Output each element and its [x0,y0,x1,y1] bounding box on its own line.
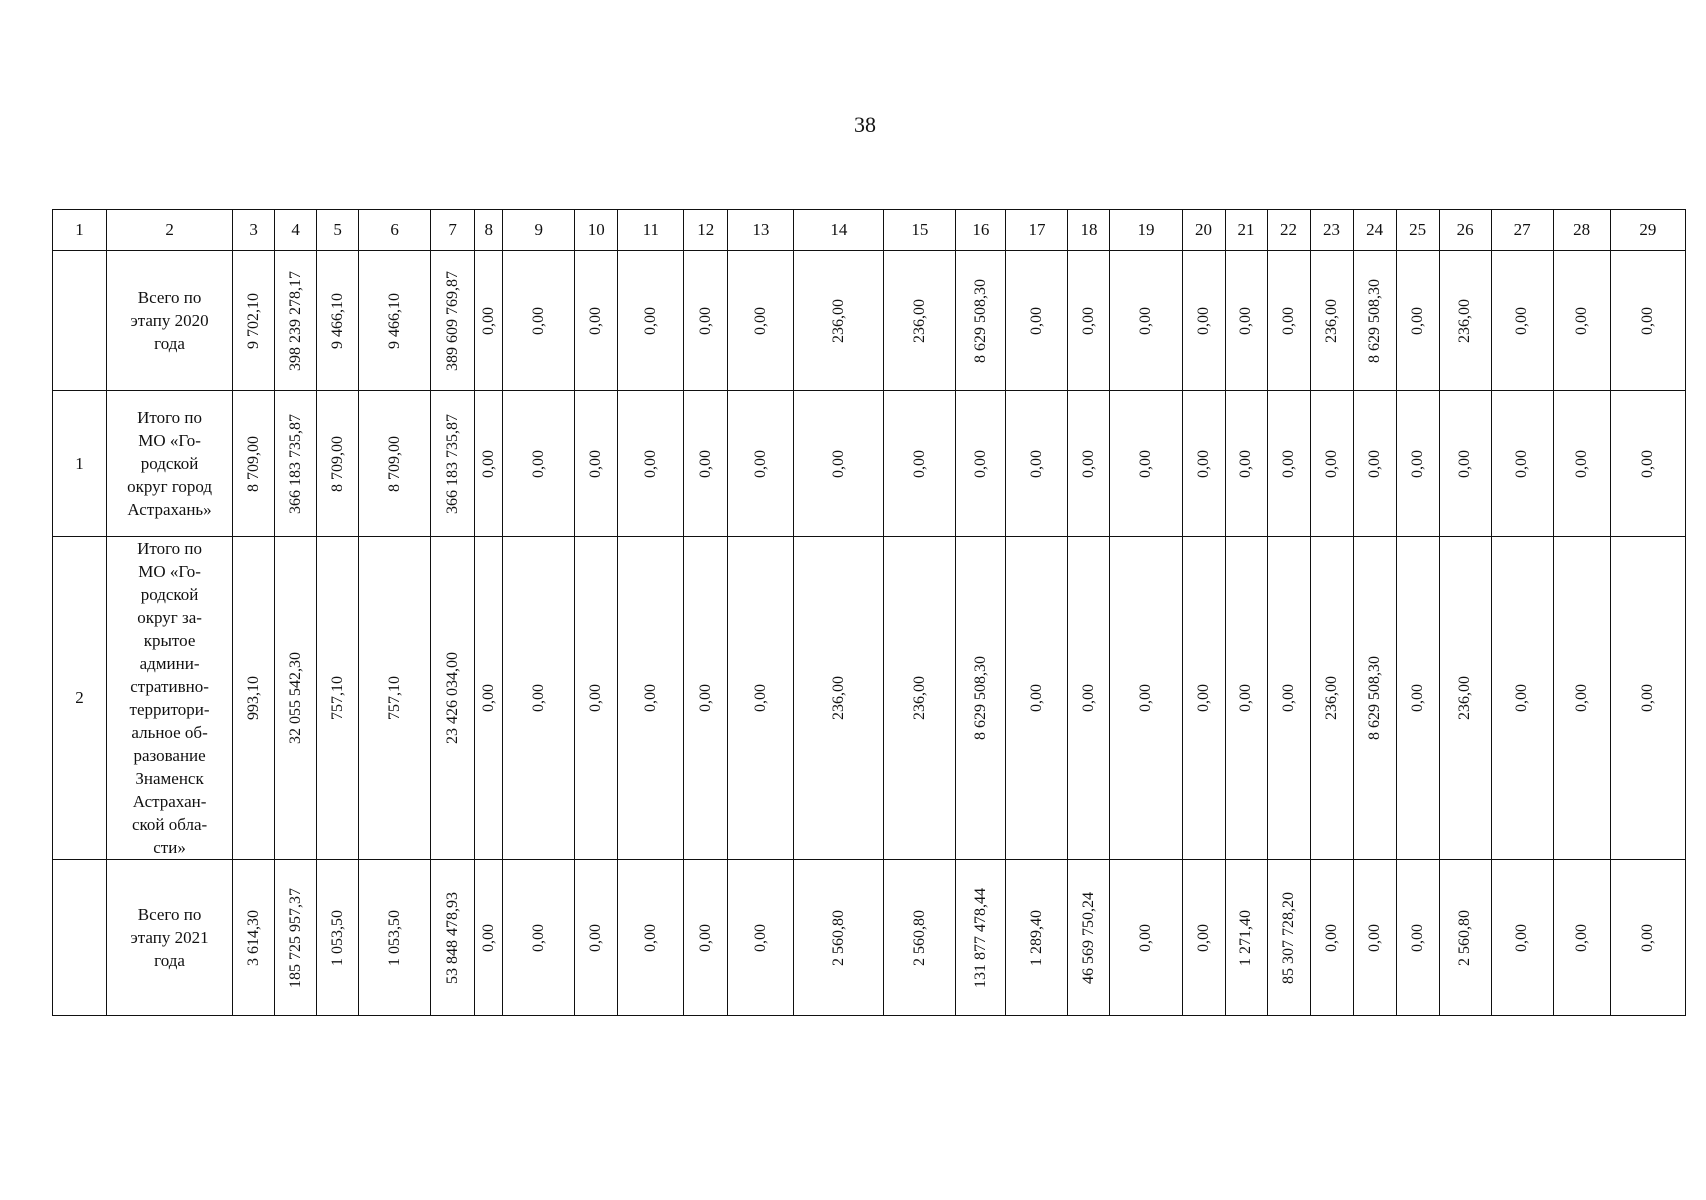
value-text: 0,00 [529,684,547,712]
value-text: 0,00 [1638,923,1656,952]
value-text: 236,00 [910,298,928,343]
value-cell [884,860,956,1016]
value-text: 0,00 [1408,306,1426,335]
row-number: 2 [53,537,107,860]
value-cell [233,391,275,537]
value-text: 0,00 [1572,684,1590,712]
value-text: 0,00 [1572,306,1590,335]
value-cell [503,860,575,1016]
value-text: 0,00 [641,923,659,952]
value-cell [317,251,359,391]
value-text: 389 609 769,87 [443,270,461,371]
column-header-21: 21 [1225,210,1267,251]
value-text: 0,00 [479,684,497,712]
value-text: 2 560,80 [829,909,847,966]
value-cell [728,251,794,391]
value-text: 0,00 [1322,449,1340,478]
value-cell [1110,860,1182,1016]
value-text: 0,00 [1136,306,1154,335]
value-cell [317,860,359,1016]
value-cell [503,537,575,860]
value-cell [431,860,475,1016]
value-cell [1068,860,1110,1016]
value-text: 0,00 [1027,306,1045,335]
value-text: 0,00 [1408,923,1426,952]
value-cell [1439,251,1491,391]
table-row [53,251,1686,391]
value-cell [1553,860,1610,1016]
value-cell [575,537,618,860]
value-text: 0,00 [751,449,769,478]
column-header-17: 17 [1006,210,1068,251]
value-text: 8 709,00 [385,435,403,492]
value-cell [575,251,618,391]
value-text: 0,00 [1572,449,1590,478]
value-text: 0,00 [1079,449,1097,478]
value-text: 1 289,40 [1027,909,1045,966]
value-cell [794,391,884,537]
value-cell [359,251,431,391]
value-cell [575,391,618,537]
page-number: 38 [854,112,876,137]
column-header-15: 15 [884,210,956,251]
value-cell [1267,537,1310,860]
value-cell [1006,860,1068,1016]
value-text: 0,00 [1638,306,1656,335]
value-cell [359,860,431,1016]
value-cell [1068,251,1110,391]
value-cell [1225,391,1267,537]
value-text: 0,00 [1279,449,1297,478]
value-text: 1 053,50 [328,909,346,966]
value-text: 0,00 [751,306,769,335]
value-cell [1396,537,1439,860]
value-text: 0,00 [1237,684,1255,712]
value-cell [1491,537,1553,860]
value-text: 0,00 [1194,923,1212,952]
value-cell [1267,391,1310,537]
column-header-27: 27 [1491,210,1553,251]
value-text: 8 629 508,30 [971,278,989,363]
value-text: 0,00 [587,306,605,335]
value-text: 0,00 [910,449,928,478]
value-cell [1491,391,1553,537]
value-text: 0,00 [479,449,497,478]
value-text: 757,10 [385,676,403,720]
value-text: 0,00 [696,923,714,952]
value-cell [1491,860,1553,1016]
value-text: 85 307 728,20 [1279,891,1297,984]
value-text: 0,00 [1136,684,1154,712]
value-text: 0,00 [1513,684,1531,712]
value-text: 757,10 [328,676,346,720]
value-cell [1182,537,1225,860]
value-cell [1610,391,1685,537]
value-cell [275,391,317,537]
value-cell [475,391,503,537]
value-text: 366 183 735,87 [286,413,304,514]
value-cell [359,537,431,860]
value-cell [1396,251,1439,391]
table-row [53,391,1686,537]
value-text: 0,00 [1456,449,1474,478]
column-header-29: 29 [1610,210,1685,251]
value-text: 1 271,40 [1237,909,1255,966]
value-cell [1610,251,1685,391]
value-cell [1491,251,1553,391]
value-text: 0,00 [1194,684,1212,712]
value-text: 236,00 [910,676,928,720]
column-header-20: 20 [1182,210,1225,251]
value-cell [618,537,684,860]
value-text: 0,00 [1079,306,1097,335]
value-text: 3 614,30 [244,909,262,966]
table-row [53,860,1686,1016]
value-cell [884,537,956,860]
value-text: 0,00 [1408,449,1426,478]
value-cell [684,860,728,1016]
value-cell [1353,391,1396,537]
value-cell [359,391,431,537]
column-header-4: 4 [275,210,317,251]
value-text: 0,00 [587,684,605,712]
value-cell [317,391,359,537]
value-text: 46 569 750,24 [1079,891,1097,984]
row-name: Итого по МО «Го- родской округ город Астрахань» [107,391,233,537]
column-header-18: 18 [1068,210,1110,251]
value-text: 0,00 [529,923,547,952]
value-cell [1396,391,1439,537]
value-text: 131 877 478,44 [971,887,989,988]
column-header-12: 12 [684,210,728,251]
value-text: 8 629 508,30 [971,656,989,740]
value-text: 0,00 [587,449,605,478]
row-name: Всего по этапу 2021 года [107,860,233,1016]
value-text: 0,00 [751,923,769,952]
value-cell [1006,251,1068,391]
value-cell [1225,537,1267,860]
value-text: 23 426 034,00 [443,652,461,744]
value-text: 9 702,10 [244,292,262,349]
value-text: 366 183 735,87 [443,413,461,514]
value-cell [1310,251,1353,391]
value-cell [1553,391,1610,537]
column-header-25: 25 [1396,210,1439,251]
value-text: 0,00 [529,306,547,335]
value-text: 0,00 [1408,684,1426,712]
value-cell [1110,537,1182,860]
value-text: 53 848 478,93 [443,891,461,984]
value-text: 0,00 [1365,449,1383,478]
column-header-23: 23 [1310,210,1353,251]
value-cell [956,391,1006,537]
value-text: 0,00 [1638,684,1656,712]
value-cell [1225,860,1267,1016]
value-cell [884,251,956,391]
value-text: 0,00 [641,684,659,712]
value-cell [1182,860,1225,1016]
column-header-6: 6 [359,210,431,251]
data-table [52,209,1686,1016]
value-cell [618,251,684,391]
value-cell [794,251,884,391]
column-header-26: 26 [1439,210,1491,251]
table-row [53,537,1686,860]
value-text: 8 629 508,30 [1365,656,1383,740]
value-cell [1610,537,1685,860]
value-cell [1353,251,1396,391]
row-number [53,860,107,1016]
value-text: 2 560,80 [1456,909,1474,966]
row-number: 1 [53,391,107,537]
value-text: 8 709,00 [328,435,346,492]
value-text: 0,00 [1079,684,1097,712]
value-text: 0,00 [641,306,659,335]
value-text: 0,00 [1194,449,1212,478]
column-header-16: 16 [956,210,1006,251]
column-header-7: 7 [431,210,475,251]
column-header-22: 22 [1267,210,1310,251]
column-header-3: 3 [233,210,275,251]
value-cell [1353,860,1396,1016]
value-cell [1068,537,1110,860]
value-text: 236,00 [1456,676,1474,720]
column-header-19: 19 [1110,210,1182,251]
value-text: 0,00 [696,306,714,335]
value-text: 0,00 [696,684,714,712]
value-cell [728,860,794,1016]
value-cell [475,860,503,1016]
value-text: 0,00 [1279,684,1297,712]
value-text: 8 709,00 [244,435,262,492]
value-text: 8 629 508,30 [1365,278,1383,363]
value-cell [1110,251,1182,391]
row-number [53,251,107,391]
value-text: 1 053,50 [385,909,403,966]
value-text: 0,00 [1279,306,1297,335]
row-name: Итого по МО «Го- родской округ за- крытое админи- стративно- территори- альное об- разование Знаменск Астрахан- ской обла- сти» [107,537,233,860]
value-cell [317,537,359,860]
column-header-24: 24 [1353,210,1396,251]
value-text: 236,00 [1322,676,1340,720]
column-header-2: 2 [107,210,233,251]
value-cell [233,537,275,860]
value-cell [1610,860,1685,1016]
value-cell [728,537,794,860]
value-cell [1225,251,1267,391]
value-cell [1310,860,1353,1016]
value-cell [233,860,275,1016]
value-text: 0,00 [1194,306,1212,335]
row-name: Всего по этапу 2020 года [107,251,233,391]
value-text: 0,00 [1638,449,1656,478]
value-text: 0,00 [829,449,847,478]
value-cell [1310,537,1353,860]
value-cell [1068,391,1110,537]
value-cell [503,391,575,537]
value-text: 0,00 [529,449,547,478]
column-header-8: 8 [475,210,503,251]
value-text: 236,00 [829,676,847,720]
value-cell [1553,537,1610,860]
value-cell [794,537,884,860]
value-text: 0,00 [751,684,769,712]
value-cell [618,391,684,537]
value-cell [956,537,1006,860]
value-text: 236,00 [1322,298,1340,343]
value-text: 0,00 [1513,306,1531,335]
value-text: 0,00 [1136,449,1154,478]
value-cell [1439,537,1491,860]
column-header-14: 14 [794,210,884,251]
value-text: 398 239 278,17 [286,270,304,371]
column-header-5: 5 [317,210,359,251]
value-cell [431,251,475,391]
value-cell [503,251,575,391]
value-cell [1396,860,1439,1016]
value-cell [575,860,618,1016]
value-text: 0,00 [1513,923,1531,952]
value-cell [884,391,956,537]
column-header-28: 28 [1553,210,1610,251]
value-cell [1310,391,1353,537]
value-text: 236,00 [1456,298,1474,343]
value-text: 0,00 [971,449,989,478]
value-cell [475,251,503,391]
value-text: 0,00 [1365,923,1383,952]
value-cell [275,251,317,391]
value-text: 32 055 542,30 [286,652,304,744]
value-cell [956,860,1006,1016]
value-text: 0,00 [1513,449,1531,478]
value-cell [431,537,475,860]
value-cell [431,391,475,537]
column-header-10: 10 [575,210,618,251]
value-cell [1353,537,1396,860]
value-cell [1006,537,1068,860]
value-cell [1267,860,1310,1016]
value-text: 0,00 [696,449,714,478]
value-cell [1110,391,1182,537]
value-text: 0,00 [587,923,605,952]
header-row [53,210,1686,251]
column-header-11: 11 [618,210,684,251]
value-text: 9 466,10 [385,292,403,349]
value-text: 0,00 [1027,684,1045,712]
value-cell [1439,860,1491,1016]
value-cell [1439,391,1491,537]
value-text: 993,10 [244,676,262,720]
column-header-9: 9 [503,210,575,251]
value-cell [275,860,317,1016]
value-cell [1267,251,1310,391]
value-text: 9 466,10 [328,292,346,349]
value-cell [728,391,794,537]
column-header-1: 1 [53,210,107,251]
value-cell [794,860,884,1016]
value-cell [956,251,1006,391]
value-text: 0,00 [1237,306,1255,335]
value-text: 0,00 [1027,449,1045,478]
value-cell [1182,251,1225,391]
value-cell [233,251,275,391]
value-cell [275,537,317,860]
value-text: 236,00 [829,298,847,343]
value-text: 185 725 957,37 [286,887,304,988]
value-text: 0,00 [1237,449,1255,478]
value-cell [684,251,728,391]
value-text: 2 560,80 [910,909,928,966]
value-cell [684,391,728,537]
value-cell [1006,391,1068,537]
value-cell [684,537,728,860]
value-text: 0,00 [1572,923,1590,952]
value-text: 0,00 [1322,923,1340,952]
value-cell [1182,391,1225,537]
value-text: 0,00 [479,306,497,335]
value-text: 0,00 [641,449,659,478]
value-cell [1553,251,1610,391]
value-cell [618,860,684,1016]
column-header-13: 13 [728,210,794,251]
value-text: 0,00 [479,923,497,952]
value-cell [475,537,503,860]
value-text: 0,00 [1136,923,1154,952]
